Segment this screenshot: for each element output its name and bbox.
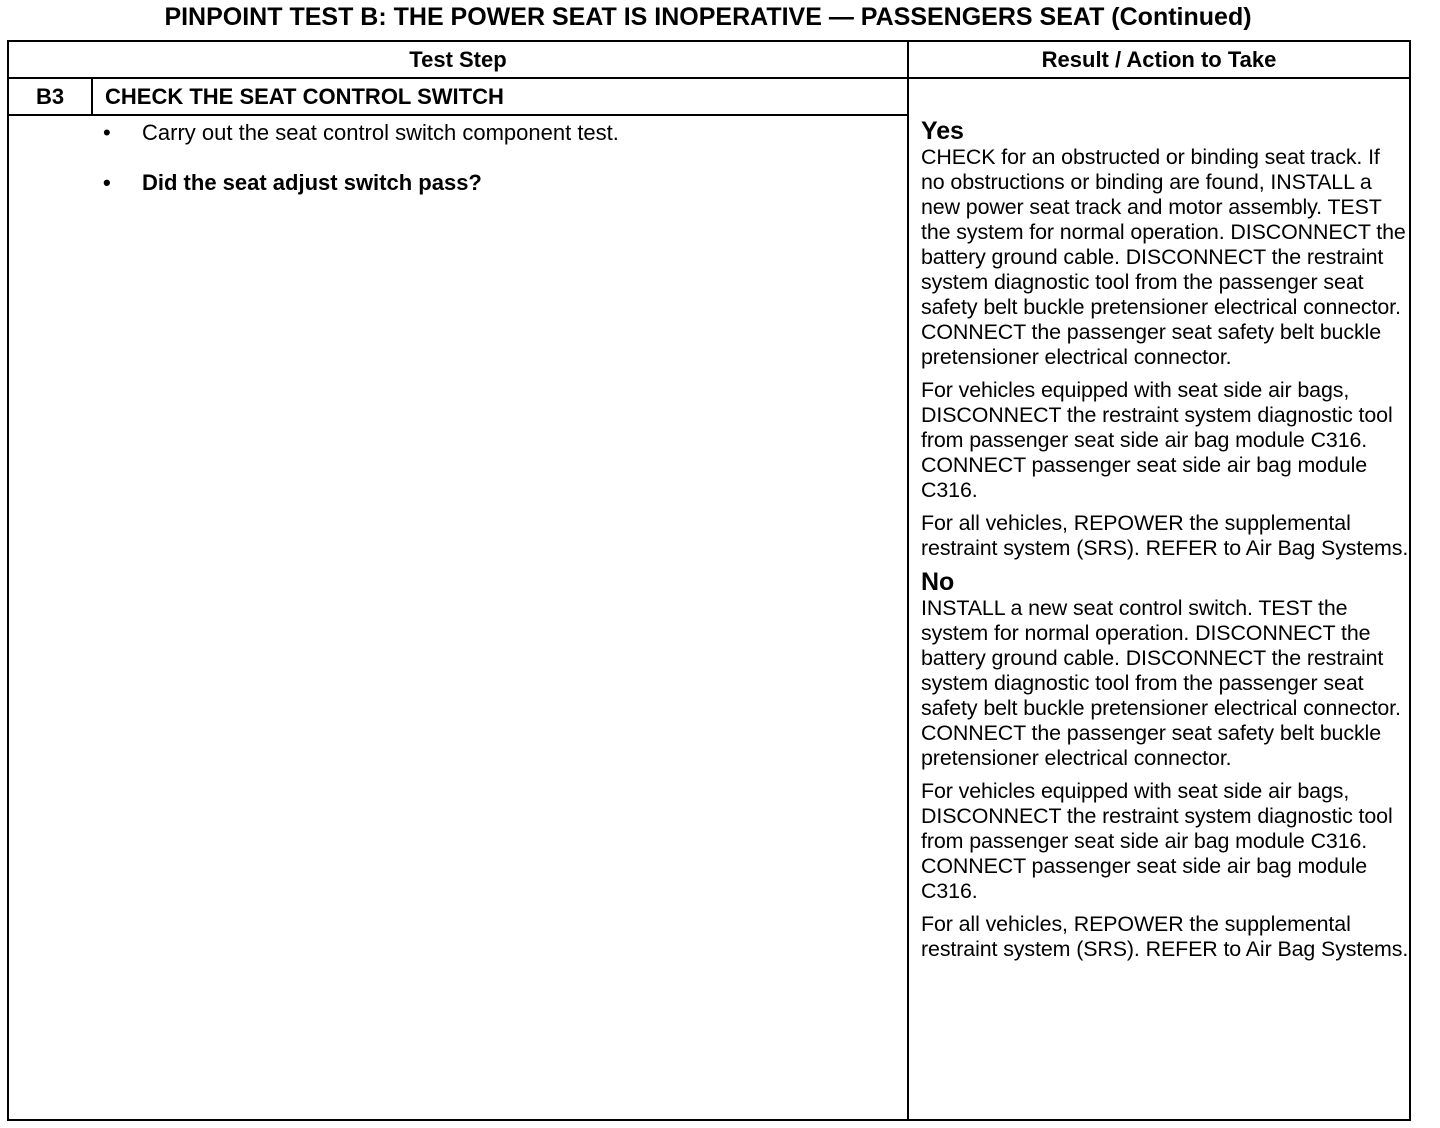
bullet-icon: •	[103, 120, 111, 145]
bullet-icon: •	[103, 170, 111, 195]
result-yes-label: Yes	[921, 117, 964, 145]
page-title: PINPOINT TEST B: THE POWER SEAT IS INOPERATIVE — PASSENGERS SEAT (Continued)	[164, 3, 1252, 31]
result-no-paragraph: For all vehicles, REPOWER the supplemental restraint system (SRS). REFER to Air Bag Systems.	[921, 912, 1409, 961]
header-result-action: Result / Action to Take	[1041, 47, 1277, 72]
result-no-paragraph: For vehicles equipped with seat side air bags, DISCONNECT the restraint system diagnostic tool from passenger seat side air bag module C316. CONNECT passenger seat side air bag module C316.	[921, 779, 1393, 903]
step-name: CHECK THE SEAT CONTROL SWITCH	[105, 84, 504, 109]
result-yes-paragraph: For vehicles equipped with seat side air bags, DISCONNECT the restraint system diagnostic tool from passenger seat side air bag module C316. CONNECT passenger seat side air bag module C316.	[921, 378, 1393, 502]
result-no-label: No	[921, 568, 955, 596]
result-no-paragraph: INSTALL a new seat control switch. TEST the system for normal operation. DISCONNECT the battery ground cable. DISCONNECT the restraint system diagnostic tool from the passenger seat safety belt buckle pretensioner electrical connector. CONNECT the passenger seat safety belt buckle pretensioner electrical connector.	[921, 596, 1401, 770]
header-test-step: Test Step	[409, 47, 507, 72]
step-row-divider	[9, 114, 907, 116]
step-id: B3	[35, 84, 65, 109]
result-yes-paragraph: CHECK for an obstructed or binding seat track. If no obstructions or binding are found, INSTALL a new power seat track and motor assembly. TEST the system for normal operation. DISCONNECT the battery ground cable. DISCONNECT the restraint system diagnostic tool from the passenger seat safety belt buckle pretensioner electrical connector. CONNECT the passenger seat safety belt buckle pretensioner electrical connector.	[921, 145, 1406, 369]
instruction-text: Carry out the seat control switch component test.	[142, 120, 619, 145]
result-yes-paragraph: For all vehicles, REPOWER the supplemental restraint system (SRS). REFER to Air Bag Systems.	[921, 511, 1409, 560]
pinpoint-test-table	[7, 40, 1411, 1121]
column-divider	[907, 42, 909, 1119]
step-id-divider	[91, 77, 93, 116]
question-text: Did the seat adjust switch pass?	[142, 170, 482, 195]
result-action-cell	[921, 118, 1409, 970]
